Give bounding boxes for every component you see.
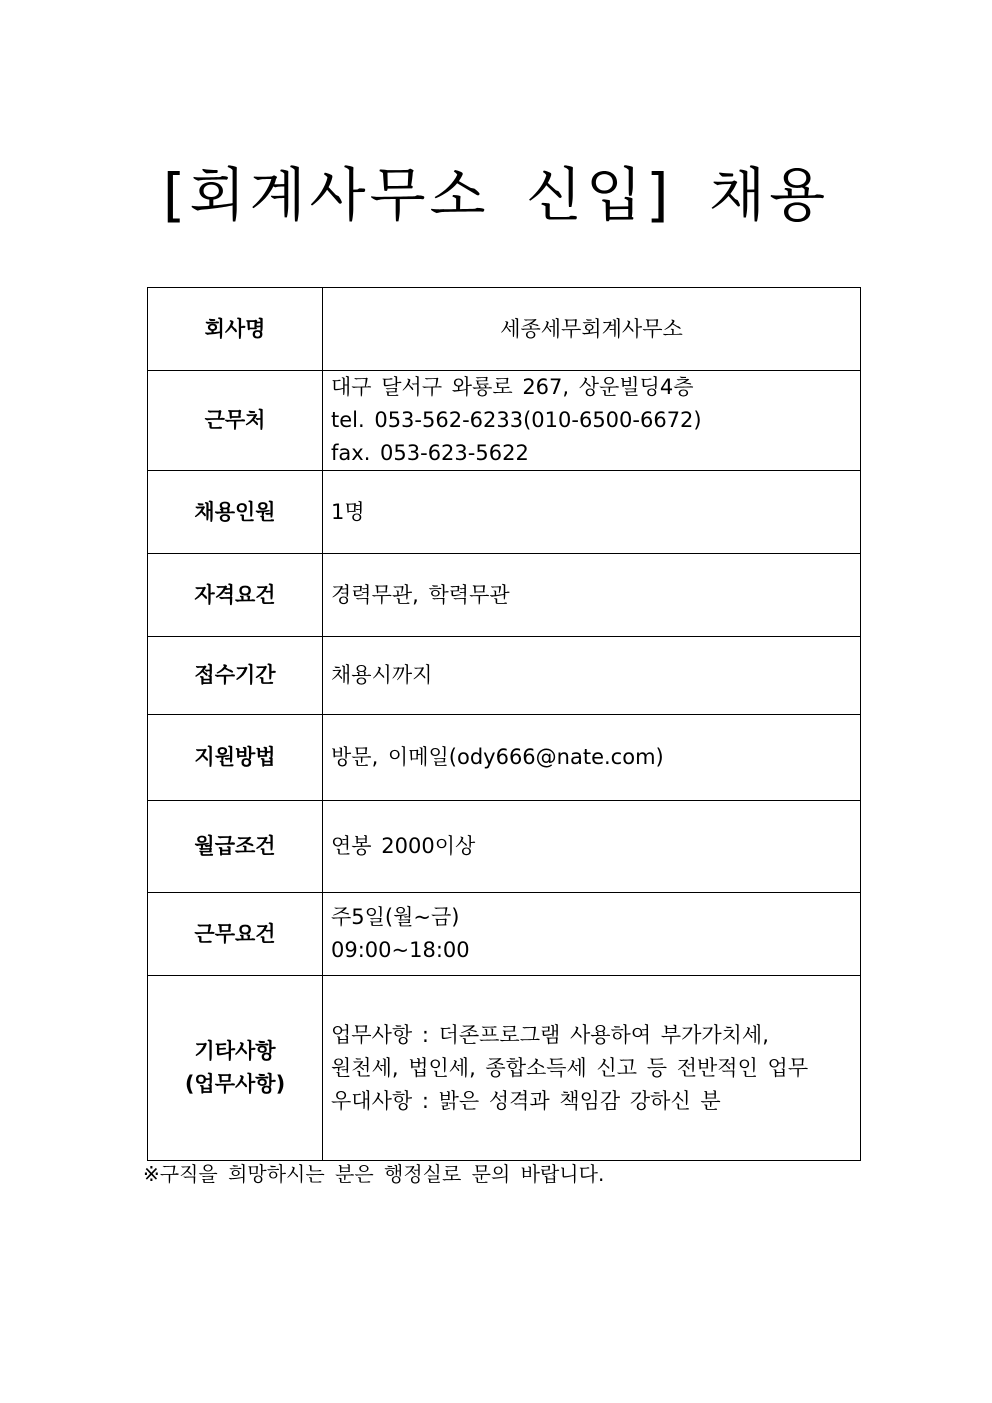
value-qualification: [323, 554, 861, 637]
qualification-text: 경력무관, 학력무관: [331, 582, 510, 607]
etc-preference: 우대사항 : 밝은 성격과 책임감 강하신 분: [331, 1088, 721, 1113]
page-title: [회계사무소 신입] 채용: [162, 161, 830, 229]
etc-duties-line-1: 업무사항 : 더존프로그램 사용하여 부가가치세,: [331, 1022, 769, 1047]
label-etc: [148, 976, 323, 1161]
apply-method-text: 방문, 이메일(ody666@nate.com): [331, 745, 664, 769]
label-period: 접수기간: [148, 637, 323, 715]
value-headcount: [323, 471, 861, 554]
label-apply-method: 지원방법: [148, 715, 323, 801]
table-row-salary: [148, 801, 861, 893]
value-apply-method: [323, 715, 861, 801]
table-row-workplace: [148, 371, 861, 471]
workplace-address: 대구 달서구 와룡로 267, 상운빌딩4층: [331, 375, 694, 399]
label-work-hours: 근무요건: [148, 893, 323, 976]
period-text: 채용시까지: [331, 663, 433, 687]
table-row-work-hours: [148, 893, 861, 976]
table-row-company: [148, 288, 861, 371]
table-row-etc: [148, 976, 861, 1161]
job-info-table: [147, 287, 861, 1161]
value-period: [323, 637, 861, 715]
headcount-text: 1명: [331, 499, 365, 524]
etc-duties-line-2: 원천세, 법인세, 종합소득세 신고 등 전반적인 업무: [331, 1055, 809, 1080]
label-workplace: 근무처: [148, 371, 323, 471]
table-row-headcount: [148, 471, 861, 554]
contact-note: ※구직을 희망하시는 분은 행정실로 문의 바랍니다.: [143, 1162, 605, 1186]
table-row-period: [148, 637, 861, 715]
label-qualification: 자격요건: [148, 554, 323, 637]
value-salary: [323, 801, 861, 893]
work-time-text: 09:00~18:00: [331, 938, 470, 962]
value-work-hours: [323, 893, 861, 976]
label-etc-sub: (업무사항): [184, 1072, 286, 1096]
label-company: 회사명: [148, 288, 323, 371]
table-row-apply-method: [148, 715, 861, 801]
value-company: [323, 288, 861, 371]
table-row-qualification: [148, 554, 861, 637]
label-salary: 월급조건: [148, 801, 323, 893]
label-headcount: 채용인원: [148, 471, 323, 554]
salary-text: 연봉 2000이상: [331, 834, 476, 858]
value-etc: [323, 976, 861, 1161]
workplace-fax: fax. 053-623-5622: [331, 441, 529, 465]
label-etc-main: 기타사항: [194, 1039, 276, 1063]
company-name: 세종세무회계사무소: [500, 316, 683, 341]
workplace-tel: tel. 053-562-6233(010-6500-6672): [331, 408, 702, 432]
value-workplace: [323, 371, 861, 471]
work-days-text: 주5일(월~금): [331, 905, 460, 929]
